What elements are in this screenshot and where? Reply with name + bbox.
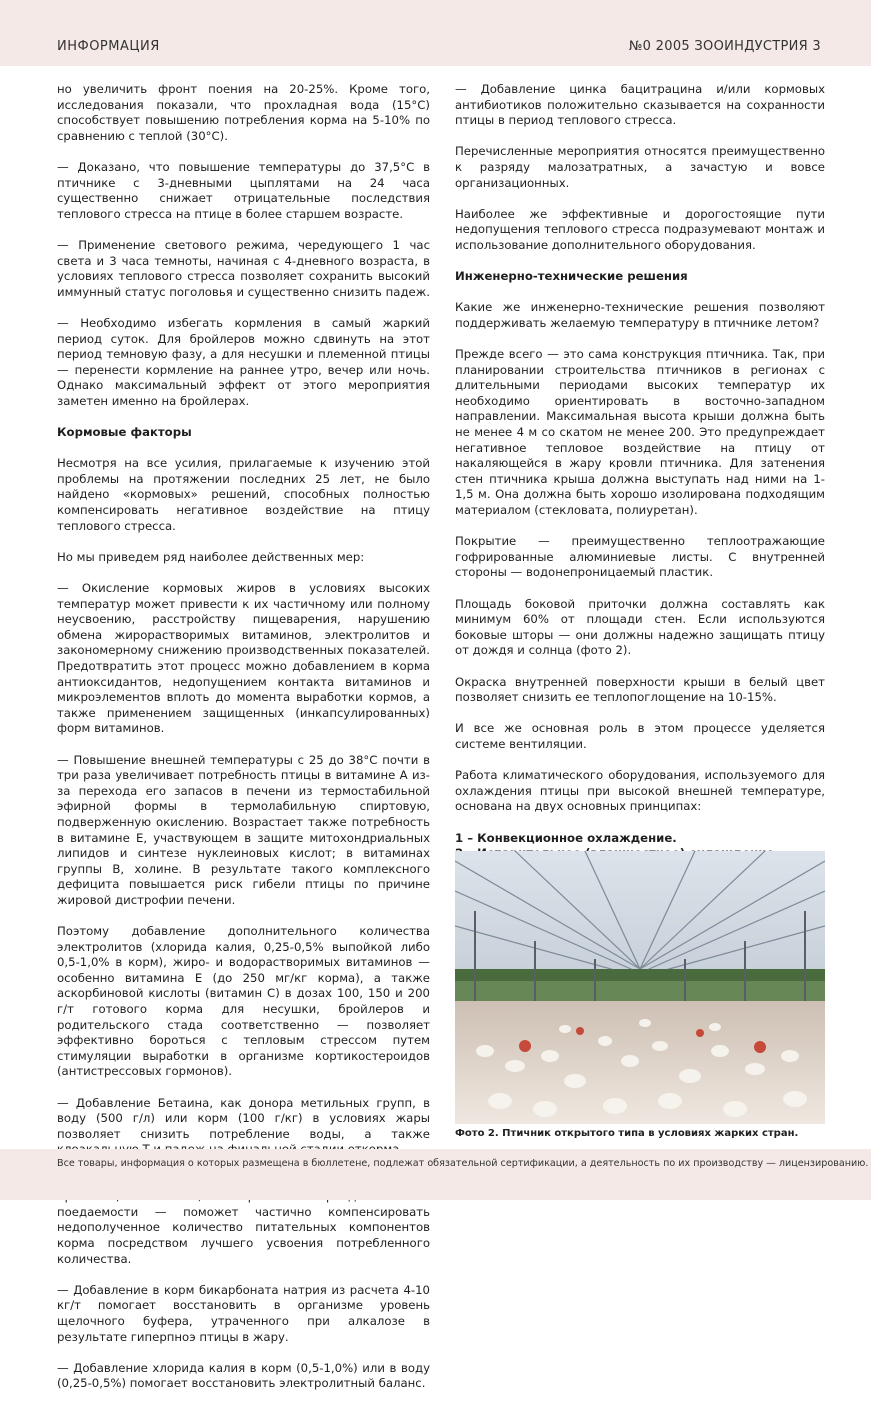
- principle-item: 1 – Конвекционное охлаждение.: [455, 830, 677, 845]
- paragraph: Покрытие — преимущественно теплоотражающие гофрированные алюминиевые листы. С внутренней стороны — водонепроницаемый пластик.: [455, 534, 825, 580]
- paragraph: — Добавление Бетаина, как донора метильных групп, в воду (500 г/л) или корм (100 г/кг) в условиях жары позволяет снизить потребление воды, а также: [57, 1095, 430, 1141]
- paragraph: Какие же инженерно-технические решения позволяют поддерживать желаемую температуру в птичнике летом?: [455, 300, 825, 330]
- paragraph: — Необходимо избегать кормления в самый жаркий период суток. Для бройлеров можно сдвинуть на этот период темновую фазу, а для несушки и племенной птицы — перенести кормление на раннее утро, вечер или ночь. Однако максимальный эффект от этого мероприятия заметен именно на бройлерах.: [57, 315, 430, 408]
- right-column: [455, 82, 825, 955]
- paragraph: Окраска внутренней поверхности крыши в белый цвет позволяет снизить ее теплопоглощение на 10-15%.: [455, 674, 825, 705]
- paragraph: — Применение светового режима, чередующего 1 час света и 3 часа темноты, начиная с 4-дневного возраста, в условиях теплового стресса позволяет сохранить высокий иммунный статус поголовья и существенно снизить падеж.: [57, 237, 430, 299]
- page-header: [0, 0, 871, 66]
- paragraph: Наиболее же эффективные и дорогостоящие пути недопущения теплового стресса подразумевают монтаж и использование дополнительного оборудования.: [455, 206, 825, 252]
- paragraph: Несмотря на все усилия, прилагаемые к изучению этой проблемы на протяжении последних 25 лет, не было найдено «кормовых» решений, способных полностью компенсировать негативное воздействие на птицу теплового стресса.: [57, 456, 430, 533]
- section-heading: Инженерно-технические решения: [455, 269, 688, 284]
- paragraph: Но мы приведем ряд наиболее действенных мер:: [57, 549, 365, 564]
- paragraph: И все же основная роль в этом процессе уделяется системе вентиляции.: [455, 721, 825, 751]
- paragraph: — Добавление цинка бацитрацина и/или кормовых антибиотиков положительно сказывается на сохранности птицы в период теплового стресса.: [455, 82, 825, 128]
- paragraph: — Добавление в корм бикарбоната натрия из расчета 4-10 кг/т помогает восстановить в организме уровень щелочного буфера, утраченного при алкалозе в результате гиперпноэ птицы в жару.: [57, 1282, 430, 1344]
- paragraph: но увеличить фронт поения на 20-25%. Кроме того, исследования показали, что прохладная вода (15°С) способствует повышению потребления корма на 5-10% по сравнению с теплой (30°С).: [57, 82, 430, 143]
- paragraph: — Повышение внешней температуры с 25 до 38°С почти в три раза увеличивает потребность птицы в витамине А из-за перехода его запасов в печени из термостабильной эфирной формы в термолабильную спиртовую, подверженную окислению. Возрастает также потребность в витамине Е, участвующем в защите митохондриальных липидов и синтезе нуклеиновых кислот; в витаминах группы В, холине. В результате такого комплексного дефицита повышается риск гибели птицы по причине жировой дистрофии печени.: [57, 752, 430, 907]
- paragraph: Работа климатического оборудования, используемого для охлаждения птицы при высокой внешней температуре, основана на двух основных принципах:: [455, 768, 825, 814]
- left-column: [57, 82, 430, 1407]
- poultry-house-illustration: [455, 851, 825, 1124]
- paragraph: Прежде всего — это сама конструкция птичника. Так, при планировании строительства птичников в регионах с длительными периодами высоких температур их необходимо ориентировать в восточно-западном направлении. Максимальная высота крыши должна быть не менее 4 м со скатом не менее 200. Это предупреждает негативное тепловое воздействие на птицу от накаляющейся в жару кровли птичника. Для затенения стен птичника крыша должна выступать над ними на 1-1,5 м. Она должна быть хорошо изолирована подходящим материалом (стекловата, полиуретан).: [455, 347, 825, 518]
- paragraph: Перечисленные мероприятия относятся преимущественно к разряду малозатратных, а зачастую и вовсе организационных.: [455, 144, 825, 190]
- section-title: ИНФОРМАЦИЯ: [57, 39, 160, 54]
- poultry-house-photo: [455, 851, 825, 1124]
- paragraph: — Добавление хлорида калия в корм (0,5-1,0%) или в воду (0,25-0,5%) помогает восстановить электролитный баланс.: [57, 1360, 430, 1391]
- footer-note: Все товары, информация о которых размещена в бюллетене, подлежат обязательной сертификации, а деятельность по их производству — лицензированию.: [57, 1158, 869, 1169]
- photo-caption: Фото 2. Птичник открытого типа в условиях жарких стран.: [455, 1128, 799, 1139]
- issue-info: №0 2005 ЗООИНДУСТРИЯ 3: [628, 39, 821, 54]
- paragraph: Площадь боковой приточки должна составлять как минимум 60% от площади стен. Если используются боковые шторы — они должны надежно защищать птицу от дождя и солнца (фото 2).: [455, 596, 825, 658]
- paragraph: — Доказано, что повышение температуры до 37,5°С в птичнике с 3-дневными цыплятами на 24 часа существенно снижает отрицательные последствия теплового стресса на птице в более старшем возрасте.: [57, 159, 430, 221]
- paragraph: Поэтому добавление дополнительного количества электролитов (хлорида калия, 0,25-0,5% выпойкой либо 0,5-1,0% в корм), жиро- и водорастворимых витаминов — особенно витамина Е (до 250 мг/кг корма), а также аскорбиновой кислоты (витамин С) в дозах 100, 150 и 200 г/т готового корма для несушки, бройлеров и родительского стада соответственно — позволяет эффективно бороться с тепловым стрессом путем стимуляции выработки в организме кортикостероидов (антистрессовых гормонов).: [57, 924, 430, 1079]
- page-footer: [0, 1149, 871, 1200]
- section-heading: Кормовые факторы: [57, 425, 192, 440]
- paragraph: — Окисление кормовых жиров в условиях высоких температур может привести к их частичному или полному неусвоению, расстройству пищеварения, нарушению обмена жирорастворимых витаминов, электролитов и закономерному снижению производственных показателей. Предотвратить этот процесс можно добавлением в корма антиоксидантов, недопущением контакта витаминов и микроэлементов вплоть до момента выработки кормов, а также применением защищенных (инкапсулированных) форм витаминов.: [57, 581, 430, 736]
- paragraph: поедаемости — поможет частично компенсировать недополученное количество питательных компонентов корма посредством лучшего усвоения потребленного количества.: [57, 1204, 430, 1266]
